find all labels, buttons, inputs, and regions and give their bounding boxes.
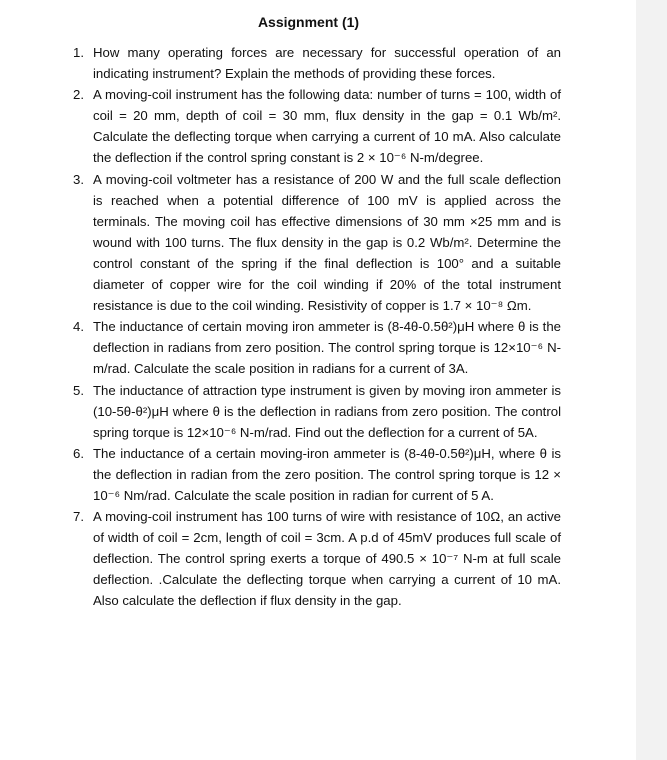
- question-item: [73, 84, 561, 168]
- question-text: The inductance of certain moving iron ammeter is (8-4θ-0.5θ²)μH where θ is the deflection in radians from zero position. The control spring torque is 12×10⁻⁶ N-m/rad. Calculate the scale position in radians for a current of 3A.: [93, 319, 561, 377]
- page-title: Assignment (1): [257, 14, 360, 30]
- question-number: 2.: [73, 87, 84, 103]
- question-text: The inductance of attraction type instrument is given by moving iron ammeter is (10-5θ-θ²)μH where θ is the deflection in radians from zero position. The control spring torque is 12×10⁻⁶ N-m/rad. Find out the deflection for a current of 5A.: [93, 382, 561, 440]
- question-item: [73, 169, 561, 317]
- question-number: 5.: [73, 382, 84, 398]
- question-item: [73, 506, 561, 611]
- question-list: [73, 42, 561, 612]
- question-text: A moving-coil instrument has the following data: number of turns = 100, width of coil = 20 mm, depth of coil = 30 mm, flux density in the gap = 0.1 Wb/m². Calculate the deflecting torque when carrying a current of 10 mA. Also calculate the deflection if the control spring constant is 2 × 10⁻⁶ N-m/degree.: [93, 87, 561, 166]
- question-text: How many operating forces are necessary for successful operation of an indicating instrument? Explain the methods of providing these forces.: [93, 45, 561, 82]
- question-text: The inductance of a certain moving-iron ammeter is (8-4θ-0.5θ²)μH, where θ is the deflection in radian from the zero position. The control spring torque is 12 × 10⁻⁶ Nm/rad. Calculate the scale position in radian for current of 5 A.: [93, 445, 561, 503]
- question-item: [73, 443, 561, 506]
- question-number: 1.: [73, 45, 84, 60]
- question-text: A moving-coil instrument has 100 turns of wire with resistance of 10Ω, an active of width of coil = 2cm, length of coil = 3cm. A p.d of 45mV produces full scale of deflection. The control spring exerts a torque of 490.5 × 10⁻⁷ N-m at full scale deflection. .Calculate the deflecting torque when carrying a current of 10 mA. Also calculate the deflection if flux density in the gap.: [93, 509, 561, 609]
- side-panel: [636, 0, 667, 760]
- question-number: 4.: [73, 319, 84, 335]
- question-number: 6.: [73, 445, 84, 461]
- question-number: 7.: [73, 509, 84, 525]
- question-item: [73, 316, 561, 379]
- question-item: [73, 380, 561, 443]
- question-text: A moving-coil voltmeter has a resistance of 200 W and the full scale deflection is reached when a potential difference of 100 mV is applied across the terminals. The moving coil has effective dimensions of 30 mm ×25 mm and is wound with 100 turns. The flux density in the gap is 0.2 Wb/m². Determine the control constant of the spring if the final deflection is 100° and a suitable diameter of copper wire for the coil winding if 20% of the total instrument resistance is due to the coil winding. Resistivity of copper is 1.7 × 10⁻⁸ Ωm.: [93, 171, 561, 314]
- question-number: 3.: [73, 171, 84, 187]
- question-item: [73, 42, 561, 84]
